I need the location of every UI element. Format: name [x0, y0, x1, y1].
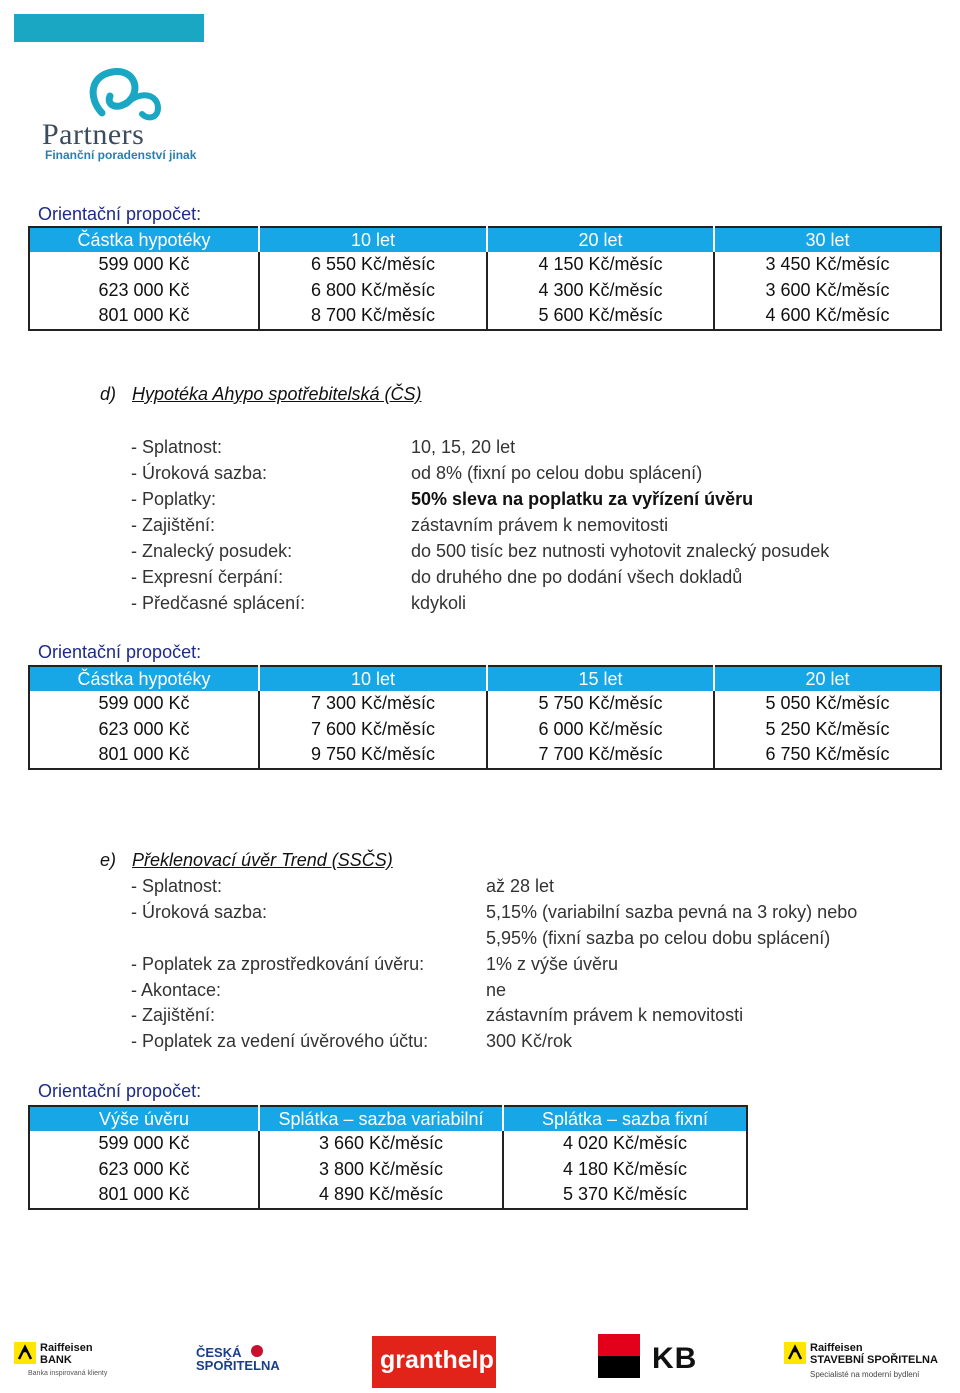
- table-row: [29, 742, 941, 769]
- detail-label: - Předčasné splácení:: [131, 593, 306, 613]
- logo-line: STAVEBNÍ SPOŘITELNA: [810, 1354, 938, 1366]
- detail-value: zástavním právem k nemovitosti: [411, 515, 669, 535]
- table-cell: 9 750 Kč/měsíc: [259, 742, 487, 769]
- table-cell: 8 700 Kč/měsíc: [259, 303, 487, 330]
- table-cell: 801 000 Kč: [98, 305, 190, 326]
- table-cell: 4 020 Kč/měsíc: [503, 1131, 747, 1157]
- estimate-table-3: [28, 1105, 748, 1210]
- detail-value: 50% sleva na poplatku za vyřízení úvěru: [411, 489, 754, 509]
- col-header: 10 let: [259, 666, 487, 691]
- table-row: [29, 1182, 747, 1209]
- table-row: [29, 278, 941, 304]
- table-cell: 4 890 Kč/měsíc: [259, 1182, 503, 1209]
- detail-label: - Zajištění:: [131, 1005, 216, 1025]
- raiffeisen-ss-logo: [784, 1330, 954, 1386]
- detail-value: kdykoli: [411, 593, 467, 613]
- brand-subtitle: Finanční poradenství jinak: [45, 148, 197, 162]
- granthelp-text: granthelp: [380, 1346, 494, 1374]
- detail-label: - Úroková sazba:: [131, 463, 268, 483]
- detail-label: - Znalecký posudek:: [131, 541, 293, 561]
- col-header: 10 let: [259, 227, 487, 252]
- raiffeisen-gable-icon: [14, 1342, 36, 1364]
- kb-black-block: [598, 1356, 640, 1378]
- detail-value: ne: [486, 980, 507, 1000]
- detail-value: od 8% (fixní po celou dobu splácení): [411, 463, 703, 483]
- table-header-row: [29, 666, 941, 691]
- table-cell: 6 550 Kč/měsíc: [259, 252, 487, 278]
- brand-name: Partners: [42, 118, 145, 151]
- logo-line: ČESKÁ: [196, 1345, 242, 1360]
- detail-value: 5,95% (fixní sazba po celou dobu splácení): [486, 928, 831, 948]
- section-title: Hypotéka Ahypo spotřebitelská (ČS): [132, 384, 422, 404]
- raiffeisen-gable-icon: [784, 1342, 806, 1364]
- detail-value: do 500 tisíc bez nutnosti vyhotovit znalecký posudek: [411, 541, 830, 561]
- detail-label: - Poplatek za vedení úvěrového účtu:: [131, 1031, 429, 1051]
- table-cell: 623 000 Kč: [98, 279, 190, 300]
- col-header: 30 let: [714, 227, 941, 252]
- kb-text: KB: [652, 1342, 698, 1375]
- table-cell: 4 600 Kč/měsíc: [714, 303, 941, 330]
- col-header: Splátka – sazba fixní: [503, 1106, 747, 1131]
- table-cell: 6 800 Kč/měsíc: [259, 278, 487, 304]
- table-cell: 7 600 Kč/měsíc: [259, 717, 487, 743]
- table-cell: 3 800 Kč/měsíc: [259, 1157, 503, 1183]
- granthelp-logo: [372, 1336, 496, 1388]
- logo-tagline: Banka inspirovaná klienty: [28, 1370, 108, 1377]
- orient-label-1: Orientační propočet:: [38, 204, 202, 224]
- col-header: Částka hypotéky: [29, 227, 259, 252]
- detail-value: 10, 15, 20 let: [411, 437, 516, 457]
- detail-value: 300 Kč/rok: [486, 1031, 573, 1051]
- detail-label: - Zajištění:: [131, 515, 216, 535]
- detail-value: do druhého dne po dodání všech dokladů: [411, 567, 743, 587]
- kb-red-block: [598, 1334, 640, 1356]
- table-cell: 6 750 Kč/měsíc: [714, 742, 941, 769]
- raiffeisen-bank-logo: [14, 1330, 110, 1386]
- detail-value: 1% z výše úvěru: [486, 954, 619, 974]
- logo-line: Raiffeisen: [40, 1342, 93, 1354]
- table-row: [29, 303, 941, 330]
- table-cell: 3 450 Kč/měsíc: [714, 252, 941, 278]
- section-d-heading: [100, 384, 421, 405]
- table-row: [29, 691, 941, 717]
- estimate-table-2: [28, 665, 942, 770]
- table-cell: 5 600 Kč/měsíc: [487, 303, 714, 330]
- table-cell: 4 300 Kč/měsíc: [487, 278, 714, 304]
- table-cell: 7 300 Kč/měsíc: [259, 691, 487, 717]
- section-letter: d): [100, 384, 117, 404]
- table-row: [29, 717, 941, 743]
- detail-label: - Akontace:: [131, 980, 222, 1000]
- table-cell: 4 150 Kč/měsíc: [487, 252, 714, 278]
- detail-value: zástavním právem k nemovitosti: [486, 1005, 744, 1025]
- table-cell: 623 000 Kč: [98, 1158, 190, 1179]
- table-cell: 801 000 Kč: [98, 744, 190, 765]
- table-cell: 3 660 Kč/měsíc: [259, 1131, 503, 1157]
- detail-label: - Splatnost:: [131, 876, 223, 896]
- section-e-heading: [100, 850, 393, 871]
- table-cell: 5 250 Kč/měsíc: [714, 717, 941, 743]
- table-cell: 5 750 Kč/měsíc: [487, 691, 714, 717]
- col-header: Výše úvěru: [29, 1106, 259, 1131]
- col-header: Splátka – sazba variabilní: [259, 1106, 503, 1131]
- section-title: Překlenovací úvěr Trend (SSČS): [132, 850, 393, 870]
- table-cell: 599 000 Kč: [98, 1133, 190, 1154]
- table-cell: 623 000 Kč: [98, 718, 190, 739]
- detail-label: - Expresní čerpání:: [131, 567, 284, 587]
- detail-label: - Úroková sazba:: [131, 902, 268, 922]
- detail-label: - Poplatek za zprostředkování úvěru:: [131, 954, 425, 974]
- table-cell: 599 000 Kč: [98, 254, 190, 275]
- logo-line: BANK: [40, 1354, 72, 1366]
- col-header: 20 let: [714, 666, 941, 691]
- orient-label-2: Orientační propočet:: [38, 642, 202, 662]
- cs-star-icon: [250, 1344, 264, 1358]
- table-cell: 5 370 Kč/měsíc: [503, 1182, 747, 1209]
- detail-label: - Poplatky:: [131, 489, 217, 509]
- orient-label-3: Orientační propočet:: [38, 1081, 202, 1101]
- table-cell: 599 000 Kč: [98, 693, 190, 714]
- table-header-row: [29, 227, 941, 252]
- header-accent-bar: [14, 14, 204, 42]
- table-cell: 4 180 Kč/měsíc: [503, 1157, 747, 1183]
- logo-line: Raiffeisen: [810, 1342, 863, 1354]
- table-cell: 5 050 Kč/měsíc: [714, 691, 941, 717]
- kb-logo: [598, 1330, 716, 1386]
- section-letter: e): [100, 850, 117, 870]
- detail-value: až 28 let: [486, 876, 555, 896]
- ceska-sporitelna-logo: [192, 1330, 280, 1386]
- detail-value: 5,15% (variabilní sazba pevná na 3 roky) nebo: [486, 902, 858, 922]
- table-row: [29, 1157, 747, 1183]
- col-header: 15 let: [487, 666, 714, 691]
- detail-label: - Splatnost:: [131, 437, 223, 457]
- table-row: [29, 252, 941, 278]
- logo-tagline: Specialisté na moderní bydlení: [810, 1370, 920, 1379]
- logo-line: SPOŘITELNA: [196, 1358, 280, 1373]
- col-header: 20 let: [487, 227, 714, 252]
- table-cell: 7 700 Kč/měsíc: [487, 742, 714, 769]
- estimate-table-1: [28, 226, 942, 331]
- table-cell: 3 600 Kč/měsíc: [714, 278, 941, 304]
- table-cell: 6 000 Kč/měsíc: [487, 717, 714, 743]
- col-header: Částka hypotéky: [29, 666, 259, 691]
- table-cell: 801 000 Kč: [98, 1184, 190, 1205]
- table-header-row: [29, 1106, 747, 1131]
- table-row: [29, 1131, 747, 1157]
